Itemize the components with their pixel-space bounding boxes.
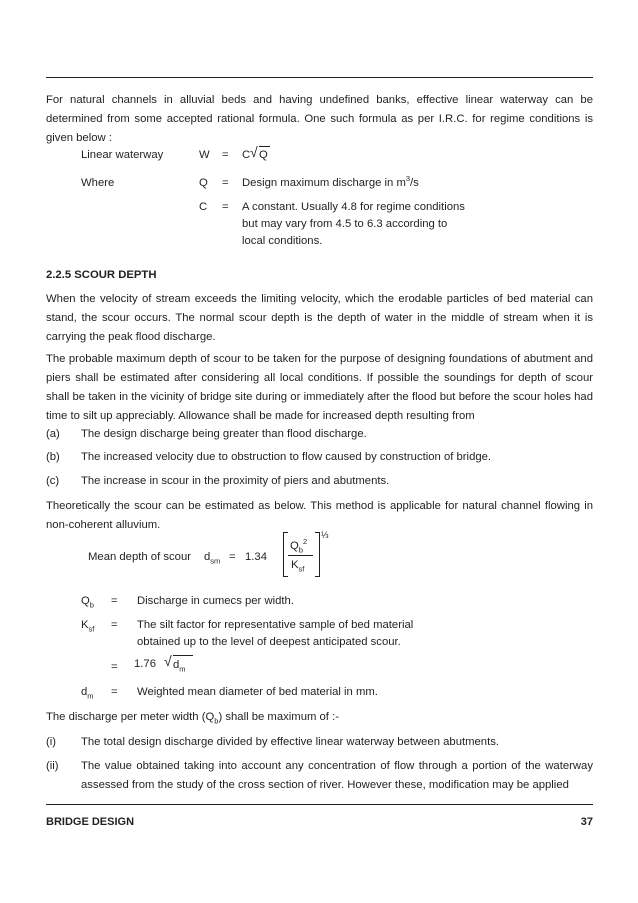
numerator [290,537,307,556]
w-symbol: W [199,149,210,161]
paragraph-probable-scour [46,350,593,426]
paragraph-probable-scour-text: The probable maximum depth of scour to be taken for the purpose of designing foundations of abutment and piers shall be estimated after considering all local conditions. If possible the soundings for depth of scour shall be taken in the vicinity of bridge site during or immediately after the flood but before the scour holes had time to silt up appreciably. Allowance shall be made for increased depth resulting from [46,353,593,422]
unit-text: /s [410,177,419,189]
m-subscript: m [87,691,94,701]
ksf-line-2: obtained up to the level of deepest anticipated scour. [137,636,401,648]
equals-sign: = [111,686,118,698]
equals-sign: = [222,149,229,161]
m-subscript: m [179,664,186,674]
intro-text: For natural channels in alluvial beds and having undefined banks, effective linear waterway can be determined from some accepted rational formula. One such formula as per I.R.C. for regime conditions is given below : [46,94,593,144]
list-item-label: (ii) [46,760,59,772]
constant-line-2: but may vary from 4.5 to 6.3 according to [242,218,448,230]
b-subscript: b [298,545,303,555]
dm-symbol [81,683,94,702]
q-letter: Q [81,595,90,607]
intro-paragraph [46,91,593,148]
dsm-symbol [204,548,220,567]
sf-subscript: sf [298,564,305,574]
qb-text: Discharge in cumecs per width. [137,595,294,607]
sf-subscript: sf [88,624,95,634]
constant-line-1: A constant. Usually 4.8 for regime conditions [242,201,465,213]
d-letter: d [173,659,180,671]
list-item-text: The total design discharge divided by effective linear waterway between abutments. [81,736,500,748]
equals-sign: = [222,177,229,189]
list-item-label: (b) [46,451,60,463]
ksf-symbol [81,616,94,635]
sm-subscript: sm [210,556,221,566]
equals-sign: = [111,595,118,607]
paragraph-theoretical [46,497,593,535]
page-number: 37 [580,816,593,828]
dm-under-root [173,656,186,675]
k-letter: K [81,619,89,631]
list-item-text: The increased velocity due to obstruction to flow caused by construction of bridge. [81,451,492,463]
top-rule [46,77,593,78]
equals-sign: = [111,619,118,631]
paragraph-discharge-per-meter [46,708,339,727]
sqrt-icon: √ [164,653,172,669]
q-symbol-def: Q [199,177,208,189]
ksf-coefficient: 1.76 [134,658,156,670]
linear-waterway-label: Linear waterway [81,149,164,161]
footer-title: BRIDGE DESIGN [46,816,135,828]
bottom-rule [46,804,593,805]
square-exponent: 2 [302,537,308,547]
where-label: Where [81,177,115,189]
paragraph-velocity [46,290,593,347]
q-symbol: Q [290,540,299,552]
list-item-label: (c) [46,475,60,487]
qb-symbol [81,592,94,611]
b-subscript: b [214,716,219,726]
dm-text: Weighted mean diameter of bed material in mm. [137,686,378,698]
coefficient: 1.34 [245,551,267,563]
denominator [291,556,304,575]
b-subscript: b [89,600,94,610]
right-bracket [315,532,320,577]
section-heading: 2.2.5 SCOUR DEPTH [46,269,157,281]
discharge-text-after: ) shall be maximum of :- [218,711,339,723]
mean-depth-label: Mean depth of scour [88,551,191,563]
q-symbol: Q [259,149,268,161]
equals-sign: = [229,551,236,563]
cube-superscript: 3 [405,174,411,184]
list-item-text: The design discharge being greater than flood discharge. [81,428,367,440]
c-symbol: C [242,149,251,161]
list-item-text: The increase in scour in the proximity of piers and abutments. [81,475,390,487]
list-item-text: The value obtained taking into account any concentration of flow through a portion of the waterway assessed from the study of the cross section of river. However these, modification may be applied [81,760,593,791]
constant-line-3: local conditions. [242,235,323,247]
paragraph-theoretical-text: Theoretically the scour can be estimated as below. This method is applicable for natural channel flowing in non-coherent alluvium. [46,500,593,531]
discharge-text-before: The discharge per meter width (Q [46,711,215,723]
ksf-line-1: The silt factor for representative sample of bed material [137,619,414,631]
sqrt-icon: √ [250,144,258,160]
q-definition-text: Design maximum discharge in m [242,177,406,189]
equals-sign: = [222,201,229,213]
paragraph-velocity-text: When the velocity of stream exceeds the limiting velocity, which the erodable particles of bed material can stand, the scour occurs. The normal scour depth is the depth of water in the middle of stream when it is carrying the peak flood discharge. [46,293,593,343]
d-symbol: d [204,551,211,563]
equals-sign: = [111,661,118,673]
power-one-third: ⅓ [321,530,329,540]
list-item-label: (a) [46,428,60,440]
list-item-label: (i) [46,736,57,748]
k-symbol: K [291,559,299,571]
d-letter: d [81,686,88,698]
q-definition [242,174,419,193]
c-symbol-def: C [199,201,208,213]
